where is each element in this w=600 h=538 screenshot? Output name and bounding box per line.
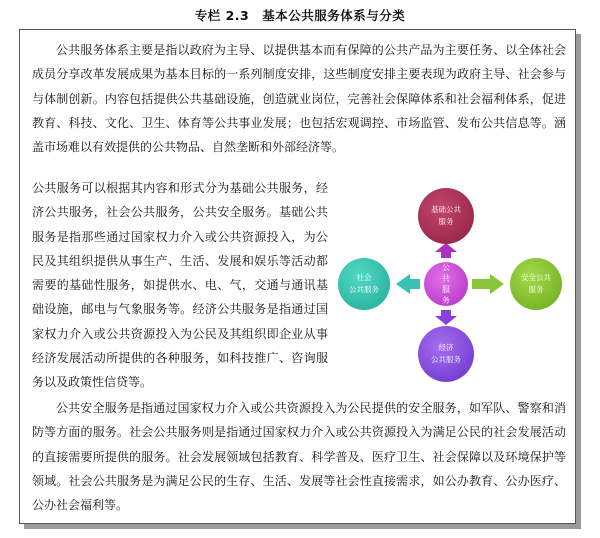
node-label: 经济 [438,343,454,352]
node-label: 务 [442,296,450,305]
basic-public-service-node [418,188,474,244]
intro-paragraph: 公共服务体系主要是指以政府为主导、以提供基本而有保障的公共产品为主要任务、以全体社会成员分享改革发展成果为基本目标的一系列制度安排，这些制度安排主要表现为政府主导、社会参与与体制创新。内容包括提供公共基础设施，创造就业岗位，完善社会保障体系和社会福利体系，促进教育、科技、文化、卫生、体育等公共事业发展；也包括宏观调控、市场监管、发布公共信息等。涵盖市场难以有效提供的公共物品、自然垄断和外部经济等。 [32,43,566,155]
node-label: 服 [442,285,450,294]
classification-paragraph: 公共服务可以根据其内容和形式分为基础公共服务，经济公共服务，社会公共服务，公共安全服务。基础公共服务是指那些通过国家权力介入或公共资源投入，为公民及其组织提供从事生产、生活、发展和娱乐等活动都需要的基础性服务，如提供水、电、气，交通与通讯基础设施，邮电与气象服务等。经济公共服务是指通过国家权力介入或公共资源投入为公民及其组织即企业从事经济发展活动所提供的各种服务，如科技推广、咨询服务以及政策性信贷等。 [32,181,328,390]
node-label: 服务 [528,285,544,294]
node-label: 共 [442,274,450,283]
economic-public-service-node [418,326,474,382]
node-label: 公共服务 [349,285,379,294]
arrow-up-icon [435,243,457,258]
service-diagram [338,188,570,382]
safety-social-paragraph: 公共安全服务是指通过国家权力介入或公共资源投入为公民提供的安全服务，如军队、警察和消防等方面的服务。社会公共服务则是指通过国家权力介入或公共资源投入为满足公民的社会发展活动的直接需要所提供的服务。社会发展领域包括教育、科学普及、医疗卫生、社会保障以及环境保护等领域。社会公共服务是为满足公民的生存、生活、发展等社会性直接需求，如公办教育、公办医疗、公办社会福利等。 [32,401,566,513]
arrow-left-icon [396,274,420,294]
node-label: 公 [442,263,450,272]
content-box [19,29,576,524]
arrow-right-icon [472,274,504,294]
node-label: 公共服务 [431,355,461,364]
node-label: 社会 [356,273,372,282]
social-public-service-node [338,258,390,310]
node-label: 安全公共 [521,273,551,282]
node-label: 基础公共 [431,205,461,214]
page-title: 专栏 2.3 基本公共服务体系与分类 [194,8,406,23]
node-label: 服务 [438,217,454,226]
arrow-down-icon [435,310,457,325]
safety-public-service-node [510,258,562,310]
public-service-center-node [424,262,468,306]
